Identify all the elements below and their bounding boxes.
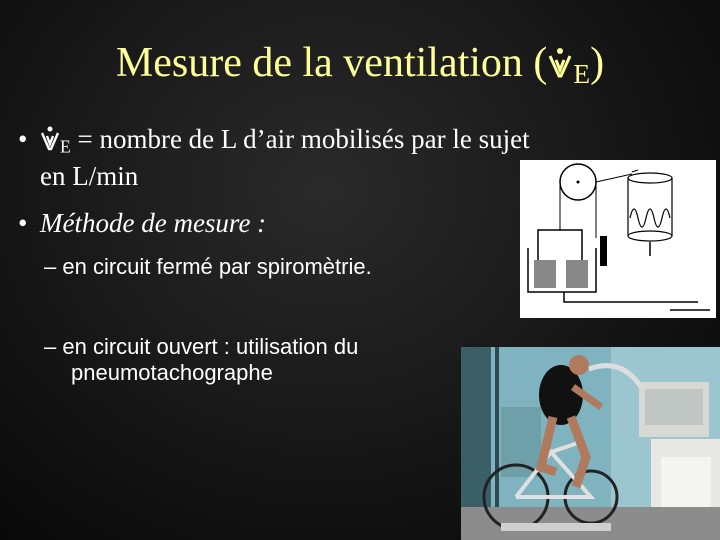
sub-item-dash: –: [44, 334, 57, 359]
bullet-method-text: Méthode de mesure :: [40, 208, 267, 238]
v-dot-symbol: [547, 38, 573, 88]
slide-title: [0, 38, 720, 99]
sub-item-text-line2: pneumotachographe: [71, 360, 273, 385]
title-text: Mesure de la ventilation (: [115, 40, 548, 86]
title-close: ): [590, 40, 605, 86]
sub-item-dash: –: [44, 254, 57, 279]
spirometer-diagram: [520, 160, 716, 318]
bullet-method: [18, 208, 266, 238]
spirometer-drawing: [520, 160, 716, 318]
sub-item-closed-circuit: [44, 254, 444, 280]
v-dot-symbol: [40, 124, 60, 154]
bullet-text-line2: en L/min: [40, 161, 139, 192]
sub-item-text: en circuit ouvert : utilisation du: [62, 334, 359, 359]
sub-item-open-circuit: [44, 334, 444, 386]
photo-drawing: [461, 347, 720, 540]
bullet-marker: •: [18, 124, 28, 154]
sub-item-text: en circuit fermé par spiromètrie.: [62, 254, 372, 279]
bullet-marker: •: [18, 208, 28, 238]
bullet-text-line1: = nombre de L d’air mobilisés par le sujet: [70, 124, 530, 154]
bullet-subscript: E: [60, 136, 71, 157]
cyclist-ergometer-photo: [461, 347, 720, 540]
title-subscript: E: [573, 58, 591, 89]
